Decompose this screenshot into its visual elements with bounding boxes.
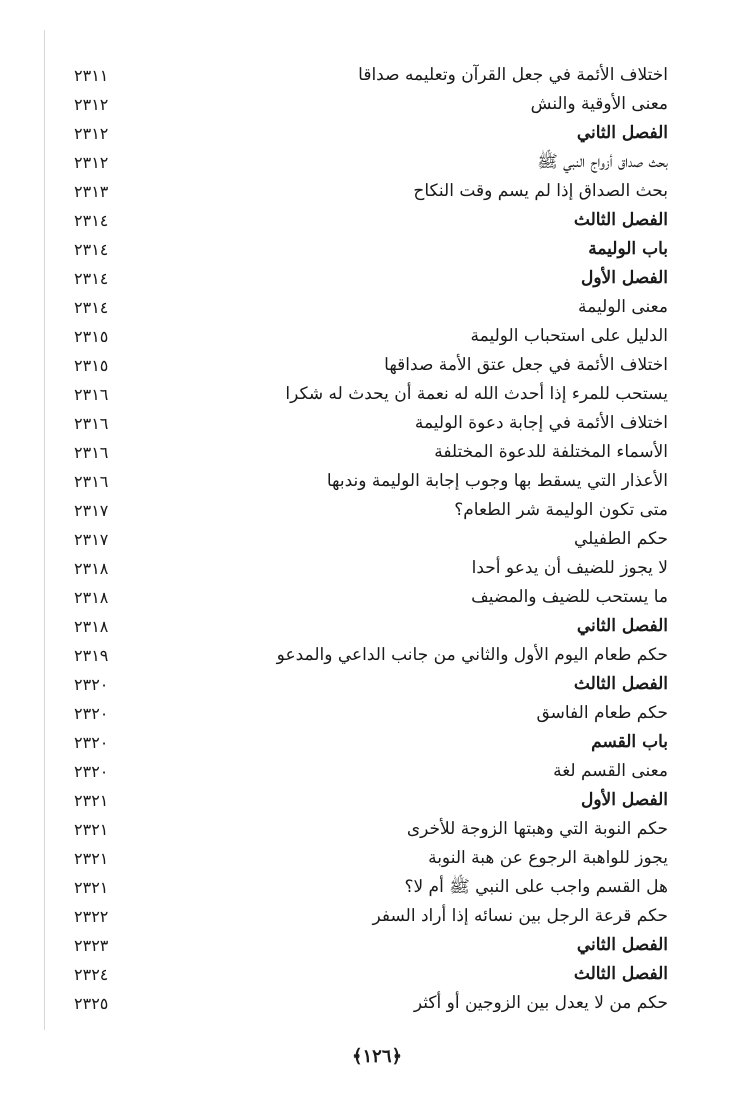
entry-title: حكم طعام الفاسق xyxy=(536,703,668,723)
toc-entry-row xyxy=(0,699,754,728)
section-heading: الفصل الثاني xyxy=(576,123,668,143)
entry-page-number: ٢٣١٤ xyxy=(74,240,109,259)
toc-entry-row xyxy=(0,409,754,438)
entry-title: الأسماء المختلفة للدعوة المختلفة xyxy=(434,442,668,462)
section-heading: الفصل الثاني xyxy=(576,935,668,955)
entry-title: متى تكون الوليمة شر الطعام؟ xyxy=(454,500,668,520)
entry-page-number: ٢٣٢٣ xyxy=(74,936,109,955)
entry-page-number: ٢٣٢١ xyxy=(74,820,109,839)
toc-heading-row xyxy=(0,119,754,148)
entry-title: حكم طعام اليوم الأول والثاني من جانب الداعي والمدعو xyxy=(276,645,668,665)
entry-title: يجوز للواهبة الرجوع عن هبة النوبة xyxy=(428,848,668,868)
entry-title: بحث الصداق إذا لم يسم وقت النكاح xyxy=(413,181,668,201)
toc-entry-row xyxy=(0,641,754,670)
entry-page-number: ٢٣١٩ xyxy=(74,646,109,665)
entry-page-number: ٢٣٢٤ xyxy=(74,965,109,984)
toc-entry-row xyxy=(0,844,754,873)
entry-title: معنى الأوقية والنش xyxy=(530,94,668,114)
toc-entry-row xyxy=(0,90,754,119)
entry-page-number: ٢٣١٣ xyxy=(74,182,109,201)
section-heading: الفصل الثاني xyxy=(576,616,668,636)
toc-entry-row xyxy=(0,351,754,380)
entry-page-number: ٢٣١٢ xyxy=(74,153,109,172)
section-heading: الفصل الثالث xyxy=(573,964,668,984)
entry-page-number: ٢٣٢٠ xyxy=(74,675,109,694)
toc-entry-row xyxy=(0,554,754,583)
toc-heading-row xyxy=(0,206,754,235)
toc-entry-row xyxy=(0,757,754,786)
entry-page-number: ٢٣١٦ xyxy=(74,472,109,491)
entry-page-number: ٢٣١٢ xyxy=(74,95,109,114)
entry-title: حكم من لا يعدل بين الزوجين أو أكثر xyxy=(413,993,668,1013)
toc-heading-row xyxy=(0,670,754,699)
toc-entry-row xyxy=(0,61,754,90)
toc-entry-row xyxy=(0,815,754,844)
section-heading: الفصل الأول xyxy=(580,790,668,810)
entry-title: الأعذار التي يسقط بها وجوب إجابة الوليمة وندبها xyxy=(326,471,668,491)
entry-title: بحث صداق أزواج النبي ﷺ xyxy=(537,152,668,172)
entry-title: حكم الطفيلي xyxy=(574,529,668,549)
entry-title: اختلاف الأئمة في جعل عتق الأمة صداقها xyxy=(384,355,668,375)
toc-heading-row xyxy=(0,786,754,815)
entry-page-number: ٢٣١٧ xyxy=(74,530,109,549)
toc-entry-row xyxy=(0,380,754,409)
entry-page-number: ٢٣١٥ xyxy=(74,327,109,346)
entry-page-number: ٢٣١٨ xyxy=(74,559,109,578)
toc-entry-row xyxy=(0,177,754,206)
entry-page-number: ٢٣١٦ xyxy=(74,443,109,462)
toc-entry-row xyxy=(0,902,754,931)
entry-title: حكم قرعة الرجل بين نسائه إذا أراد السفر xyxy=(372,906,668,926)
toc-entry-row xyxy=(0,322,754,351)
entry-page-number: ٢٣٢١ xyxy=(74,791,109,810)
toc-heading-row xyxy=(0,931,754,960)
entry-title: لا يجوز للضيف أن يدعو أحدا xyxy=(471,558,668,578)
entry-page-number: ٢٣٢٥ xyxy=(74,994,109,1013)
entry-page-number: ٢٣١٢ xyxy=(74,124,109,143)
toc-entry-row xyxy=(0,496,754,525)
toc-entry-row xyxy=(0,873,754,902)
toc-entry-row xyxy=(0,467,754,496)
entry-page-number: ٢٣٢٠ xyxy=(74,733,109,752)
section-heading: باب القسم xyxy=(591,732,668,752)
entry-page-number: ٢٣١٤ xyxy=(74,298,109,317)
entry-title: اختلاف الأئمة في إجابة دعوة الوليمة xyxy=(414,413,668,433)
entry-page-number: ٢٣١٦ xyxy=(74,385,109,404)
entry-page-number: ٢٣٢١ xyxy=(74,878,109,897)
entry-title: معنى القسم لغة xyxy=(553,761,668,781)
toc-heading-row xyxy=(0,728,754,757)
toc-heading-row xyxy=(0,960,754,989)
section-heading: باب الوليمة xyxy=(588,239,668,259)
entry-page-number: ٢٣١٥ xyxy=(74,356,109,375)
section-heading: الفصل الثالث xyxy=(573,210,668,230)
entry-page-number: ٢٣١٦ xyxy=(74,414,109,433)
entry-title: حكم النوبة التي وهبتها الزوجة للأخرى xyxy=(406,819,668,839)
entry-title: الدليل على استحباب الوليمة xyxy=(470,326,668,346)
entry-title: هل القسم واجب على النبي ﷺ أم لا؟ xyxy=(404,877,668,897)
toc-heading-row xyxy=(0,235,754,264)
entry-page-number: ٢٣٢٠ xyxy=(74,762,109,781)
entry-title: ما يستحب للضيف والمضيف xyxy=(471,587,668,607)
page-number: ﴿١٢٦﴾ xyxy=(351,1046,403,1067)
entry-page-number: ٢٣١٤ xyxy=(74,211,109,230)
toc-heading-row xyxy=(0,612,754,641)
entry-page-number: ٢٣١٤ xyxy=(74,269,109,288)
entry-page-number: ٢٣١١ xyxy=(74,66,109,85)
toc-entry-row xyxy=(0,148,754,177)
table-of-contents xyxy=(0,61,754,1018)
entry-title: معنى الوليمة xyxy=(578,297,668,317)
entry-page-number: ٢٣٢٠ xyxy=(74,704,109,723)
toc-entry-row xyxy=(0,525,754,554)
entry-page-number: ٢٣٢١ xyxy=(74,849,109,868)
toc-entry-row xyxy=(0,989,754,1018)
entry-page-number: ٢٣٢٢ xyxy=(74,907,109,926)
entry-title: يستحب للمرء إذا أحدث الله له نعمة أن يحدث له شكرا xyxy=(285,384,668,404)
entry-page-number: ٢٣١٧ xyxy=(74,501,109,520)
entry-title: اختلاف الأئمة في جعل القرآن وتعليمه صداقا xyxy=(358,65,668,85)
toc-heading-row xyxy=(0,264,754,293)
entry-page-number: ٢٣١٨ xyxy=(74,617,109,636)
section-heading: الفصل الثالث xyxy=(573,674,668,694)
toc-entry-row xyxy=(0,583,754,612)
toc-entry-row xyxy=(0,438,754,467)
section-heading: الفصل الأول xyxy=(580,268,668,288)
entry-page-number: ٢٣١٨ xyxy=(74,588,109,607)
toc-entry-row xyxy=(0,293,754,322)
